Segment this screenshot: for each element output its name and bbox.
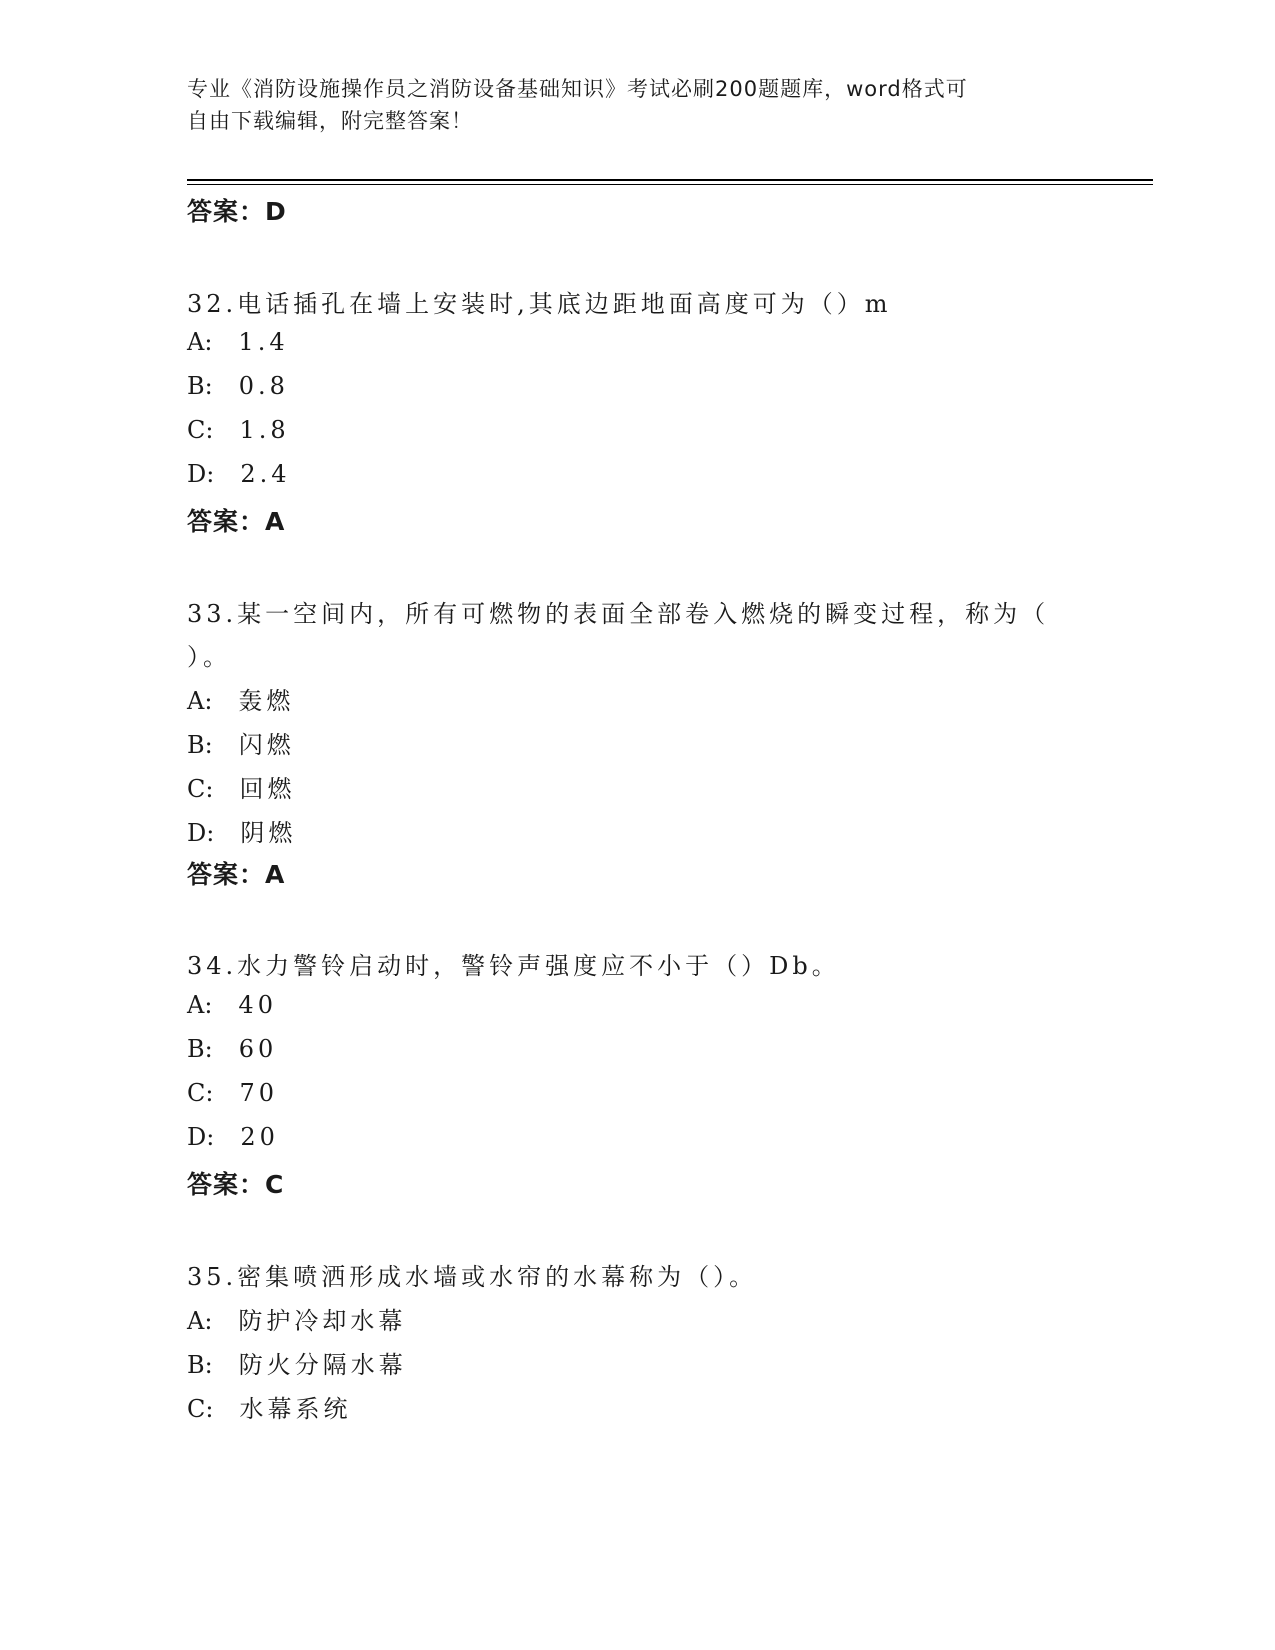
- option-text: 轰燃: [238, 687, 295, 715]
- option-text: 2.4: [240, 460, 291, 488]
- question-text: 32.电话插孔在墙上安装时,其底边距地面高度可为（）m: [187, 290, 892, 318]
- option-text: 20: [240, 1123, 279, 1151]
- option-line: [187, 725, 295, 760]
- option-letter: D:: [187, 819, 215, 847]
- option-letter: B:: [187, 372, 213, 400]
- option-text: 回燃: [239, 775, 296, 803]
- option-text: 70: [239, 1079, 278, 1107]
- option-text: 防护冷却水幕: [238, 1307, 407, 1335]
- option-letter: A:: [187, 687, 213, 715]
- option-line: [187, 1123, 279, 1151]
- option-text: 40: [238, 991, 277, 1019]
- question-text: 34.水力警铃启动时，警铃声强度应不小于（）Db。: [187, 952, 840, 980]
- option-letter: A:: [187, 328, 213, 356]
- option-text: 防火分隔水幕: [238, 1351, 407, 1379]
- header-line-2: 自由下载编辑，附完整答案！: [187, 109, 473, 133]
- option-line: [187, 681, 294, 716]
- option-line: [187, 372, 289, 400]
- question-text-continued: ）。: [187, 643, 231, 671]
- option-text: 1.4: [238, 328, 289, 356]
- header-divider-thick: [187, 179, 1153, 181]
- option-text: 60: [238, 1035, 278, 1063]
- option-line: [187, 1079, 278, 1107]
- option-text: 0.8: [238, 372, 289, 400]
- answer-line: 答案：A: [187, 860, 286, 889]
- answer-line: 答案：A: [187, 507, 286, 536]
- answer-line: 答案：C: [187, 1170, 285, 1199]
- option-text: 阴燃: [240, 819, 297, 847]
- header-line-1: 专业《消防设施操作员之消防设备基础知识》考试必刷200题题库，word格式可: [187, 77, 968, 101]
- option-line: [187, 813, 296, 848]
- option-line: [187, 769, 295, 804]
- option-text: 水幕系统: [239, 1395, 352, 1423]
- question-text: 35.密集喷洒形成水墙或水帘的水幕称为（）。: [187, 1263, 758, 1291]
- option-line: [187, 460, 291, 488]
- option-letter: C:: [187, 1079, 214, 1107]
- option-letter: C:: [187, 416, 214, 444]
- option-letter: A:: [187, 991, 213, 1019]
- option-line: [187, 1035, 277, 1063]
- option-letter: D:: [187, 1123, 215, 1151]
- option-letter: B:: [187, 1035, 213, 1063]
- option-line: [187, 328, 289, 356]
- option-line: [187, 1301, 406, 1336]
- question-text: 33.某一空间内，所有可燃物的表面全部卷入燃烧的瞬变过程，称为（: [187, 600, 1050, 628]
- header-divider-thin: [187, 184, 1153, 185]
- option-text: 闪燃: [238, 731, 295, 759]
- option-letter: B:: [187, 731, 213, 759]
- option-text: 1.8: [239, 416, 290, 444]
- option-line: [187, 1345, 407, 1380]
- option-letter: C:: [187, 1395, 214, 1423]
- option-letter: D:: [187, 460, 215, 488]
- option-line: [187, 416, 290, 444]
- option-letter: C:: [187, 775, 214, 803]
- option-line: [187, 1389, 351, 1424]
- document-header: [187, 73, 1067, 137]
- answer-line: 答案：D: [187, 197, 287, 226]
- option-letter: B:: [187, 1351, 213, 1379]
- option-letter: A:: [187, 1307, 213, 1335]
- option-line: [187, 991, 277, 1019]
